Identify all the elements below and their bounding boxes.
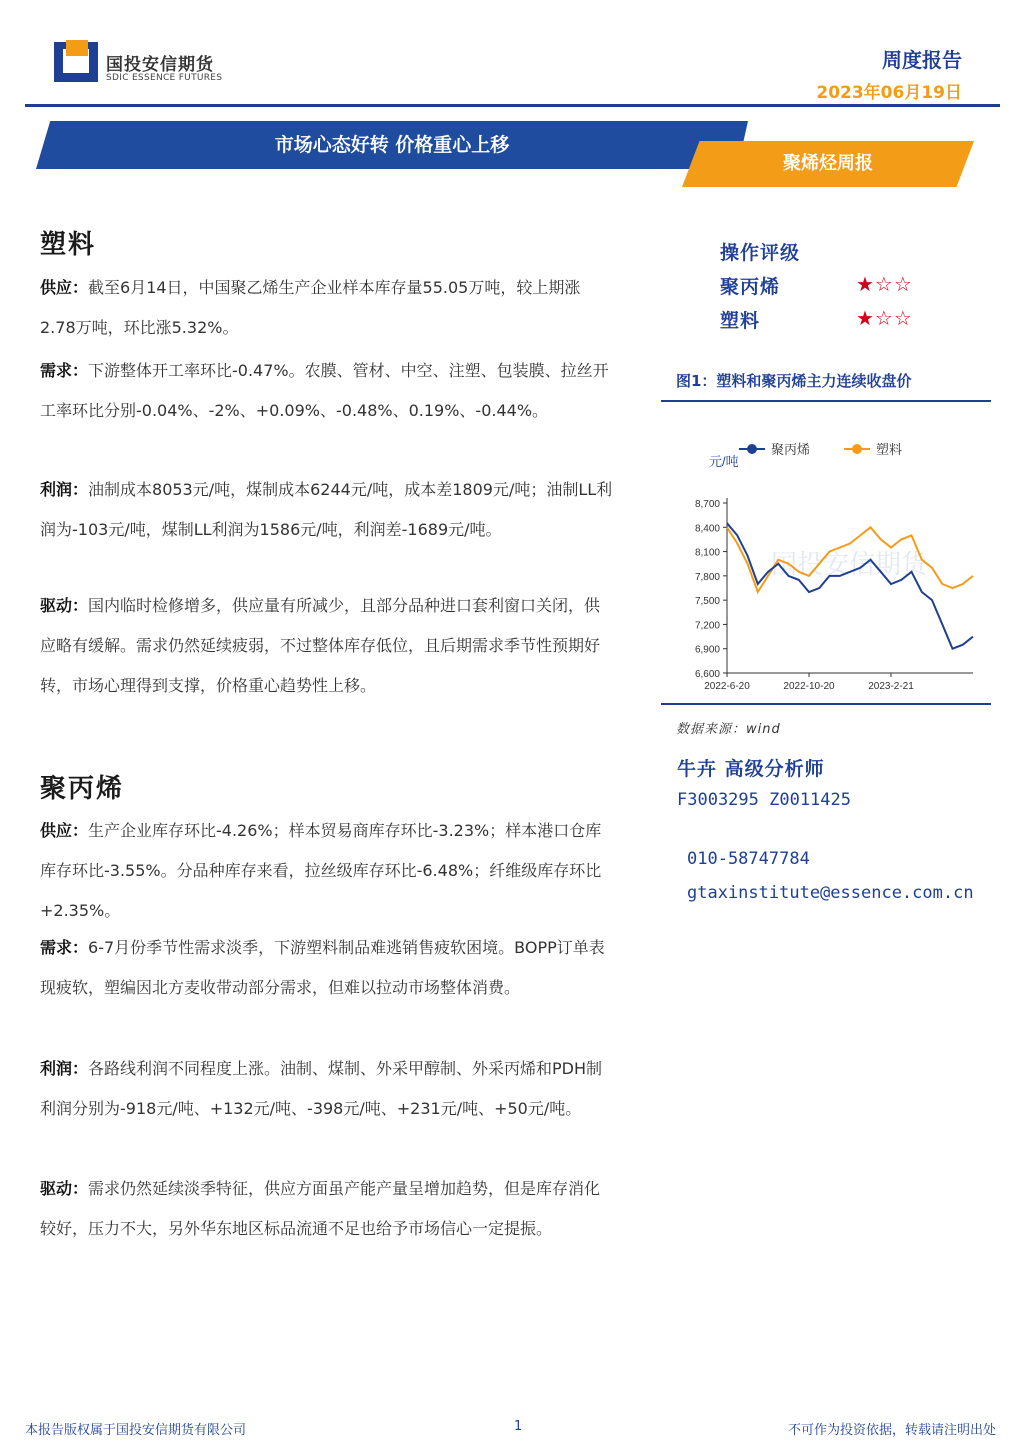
plastic-profit xyxy=(40,470,615,550)
x-tick-label: 2022-10-20 xyxy=(783,681,835,692)
pp-driver xyxy=(40,1169,615,1249)
pp-driver-label: 驱动： xyxy=(40,1179,89,1198)
y-tick-label: 7,500 xyxy=(694,596,720,608)
figure-top-rule xyxy=(661,400,991,402)
rating-title: 操作评级 xyxy=(720,242,801,264)
x-tick-label: 2022-6-20 xyxy=(704,681,750,692)
price-chart-svg xyxy=(661,408,991,703)
x-tick-label: 2023-2-21 xyxy=(868,681,914,692)
analyst-name: 牛卉 高级分析师 xyxy=(677,758,825,780)
pp-profit xyxy=(40,1049,615,1129)
pp-driver-text: 需求仍然延续淡季特征，供应方面虽产能产量呈增加趋势，但是库存消化较好，压力不大，另外华东地区标品流通不足也给予市场信心一定提振。 xyxy=(40,1179,601,1238)
footer-disclaimer: 不可作为投资依据，转载请注明出处 xyxy=(787,1423,996,1438)
rating-row-plastic-stars: ★☆☆ xyxy=(856,306,913,330)
analyst-phone: 010-58747784 xyxy=(687,849,810,869)
plastic-demand-label: 需求： xyxy=(40,361,89,380)
y-tick-label: 6,600 xyxy=(694,669,720,680)
plastic-driver-text: 国内临时检修增多，供应量有所减少，且部分品种进口套利窗口关闭，供应略有缓解。需求仍然延续疲弱，不过整体库存低位，且后期需求季节性预期好转，市场心理得到支撑，价格重心趋势性上移。 xyxy=(40,596,601,695)
report-series-name: 聚烯烃周报 xyxy=(783,153,873,174)
header-divider xyxy=(25,104,1000,107)
plastic-demand-text: 下游整体开工率环比-0.47%。农膜、管材、中空、注塑、包装膜、拉丝开工率环比分别-0.04%、-2%、+0.09%、-0.48%、0.19%、-0.44%。 xyxy=(40,361,609,420)
chart-series xyxy=(727,523,973,649)
report-headline: 市场心态好转 价格重心上移 xyxy=(274,134,510,156)
brand-name-en: SDIC ESSENCE FUTURES xyxy=(106,73,223,83)
report-type: 周度报告 xyxy=(882,48,962,72)
figure-bottom-rule xyxy=(661,703,991,705)
brand-name-cn: 国投安信期货 xyxy=(106,55,214,75)
analyst-licenses: F3003295 Z0011425 xyxy=(677,790,851,810)
plastic-supply-text: 截至6月14日，中国聚乙烯生产企业样本库存量55.05万吨，较上期涨2.78万吨，环比涨5.32%。 xyxy=(40,278,581,337)
pp-demand xyxy=(40,928,615,1008)
figure-title: 图1：塑料和聚丙烯主力连续收盘价 xyxy=(676,372,912,390)
y-axis-label: 元/吨 xyxy=(709,454,739,469)
y-tick-label: 7,200 xyxy=(694,620,720,632)
section-title-plastic: 塑料 xyxy=(40,230,97,260)
plastic-profit-label: 利润： xyxy=(40,480,89,499)
y-tick-label: 8,700 xyxy=(694,499,720,510)
series-line-聚丙烯 xyxy=(727,523,973,649)
pp-profit-text: 各路线利润不同程度上涨。油制、煤制、外采甲醇制、外采丙烯和PDH制利润分别为-918元/吨、+132元/吨、-398元/吨、+231元/吨、+50元/吨。 xyxy=(40,1059,603,1118)
analyst-email[interactable]: gtaxinstitute@essence.com.cn xyxy=(687,883,974,903)
price-chart xyxy=(661,408,991,703)
logo-orange-mark xyxy=(66,40,88,56)
company-logo xyxy=(54,42,98,82)
pp-demand-text: 6-7月份季节性需求淡季，下游塑料制品难逃销售疲软困境。BOPP订单表现疲软，塑编因北方麦收带动部分需求，但难以拉动市场整体消费。 xyxy=(40,938,605,997)
legend-label: 聚丙烯 xyxy=(771,442,811,457)
y-tick-label: 6,900 xyxy=(694,644,720,656)
footer-copyright: 本报告版权属于国投安信期货有限公司 xyxy=(25,1423,247,1438)
pp-supply-text: 生产企业库存环比-4.26%；样本贸易商库存环比-3.23%；样本港口仓库库存环比-3.55%。分品种库存来看，拉丝级库存环比-6.48%；纤维级库存环比+2.35%。 xyxy=(40,821,602,920)
data-source: 数据来源：wind xyxy=(676,722,781,737)
chart-legend xyxy=(739,442,902,457)
report-date: 2023年06月19日 xyxy=(816,83,962,103)
pp-profit-label: 利润： xyxy=(40,1059,89,1078)
rating-row-plastic-name: 塑料 xyxy=(720,310,761,332)
legend-swatch-marker xyxy=(747,444,757,454)
legend-swatch-marker xyxy=(852,444,862,454)
pp-supply xyxy=(40,811,615,931)
plastic-driver xyxy=(40,586,615,706)
plastic-driver-label: 驱动： xyxy=(40,596,89,615)
y-tick-label: 8,100 xyxy=(694,547,720,559)
chart-axes xyxy=(695,498,973,692)
plastic-supply-label: 供应： xyxy=(40,278,89,297)
plastic-demand xyxy=(40,351,615,431)
plastic-supply xyxy=(40,268,615,348)
plastic-profit-text: 油制成本8053元/吨，煤制成本6244元/吨，成本差1809元/吨；油制LL利润为-103元/吨，煤制LL利润为1586元/吨，利润差-1689元/吨。 xyxy=(40,480,613,539)
pp-supply-label: 供应： xyxy=(40,821,89,840)
y-tick-label: 7,800 xyxy=(694,571,720,583)
page-number: 1 xyxy=(514,1419,523,1434)
section-title-pp: 聚丙烯 xyxy=(40,774,125,804)
rating-row-pp-name: 聚丙烯 xyxy=(720,276,781,298)
rating-row-pp-stars: ★☆☆ xyxy=(856,272,913,296)
y-tick-label: 8,400 xyxy=(694,523,720,535)
pp-demand-label: 需求： xyxy=(40,938,89,957)
legend-label: 塑料 xyxy=(876,442,903,457)
chart-watermark: 国投安信期货 xyxy=(771,549,928,579)
